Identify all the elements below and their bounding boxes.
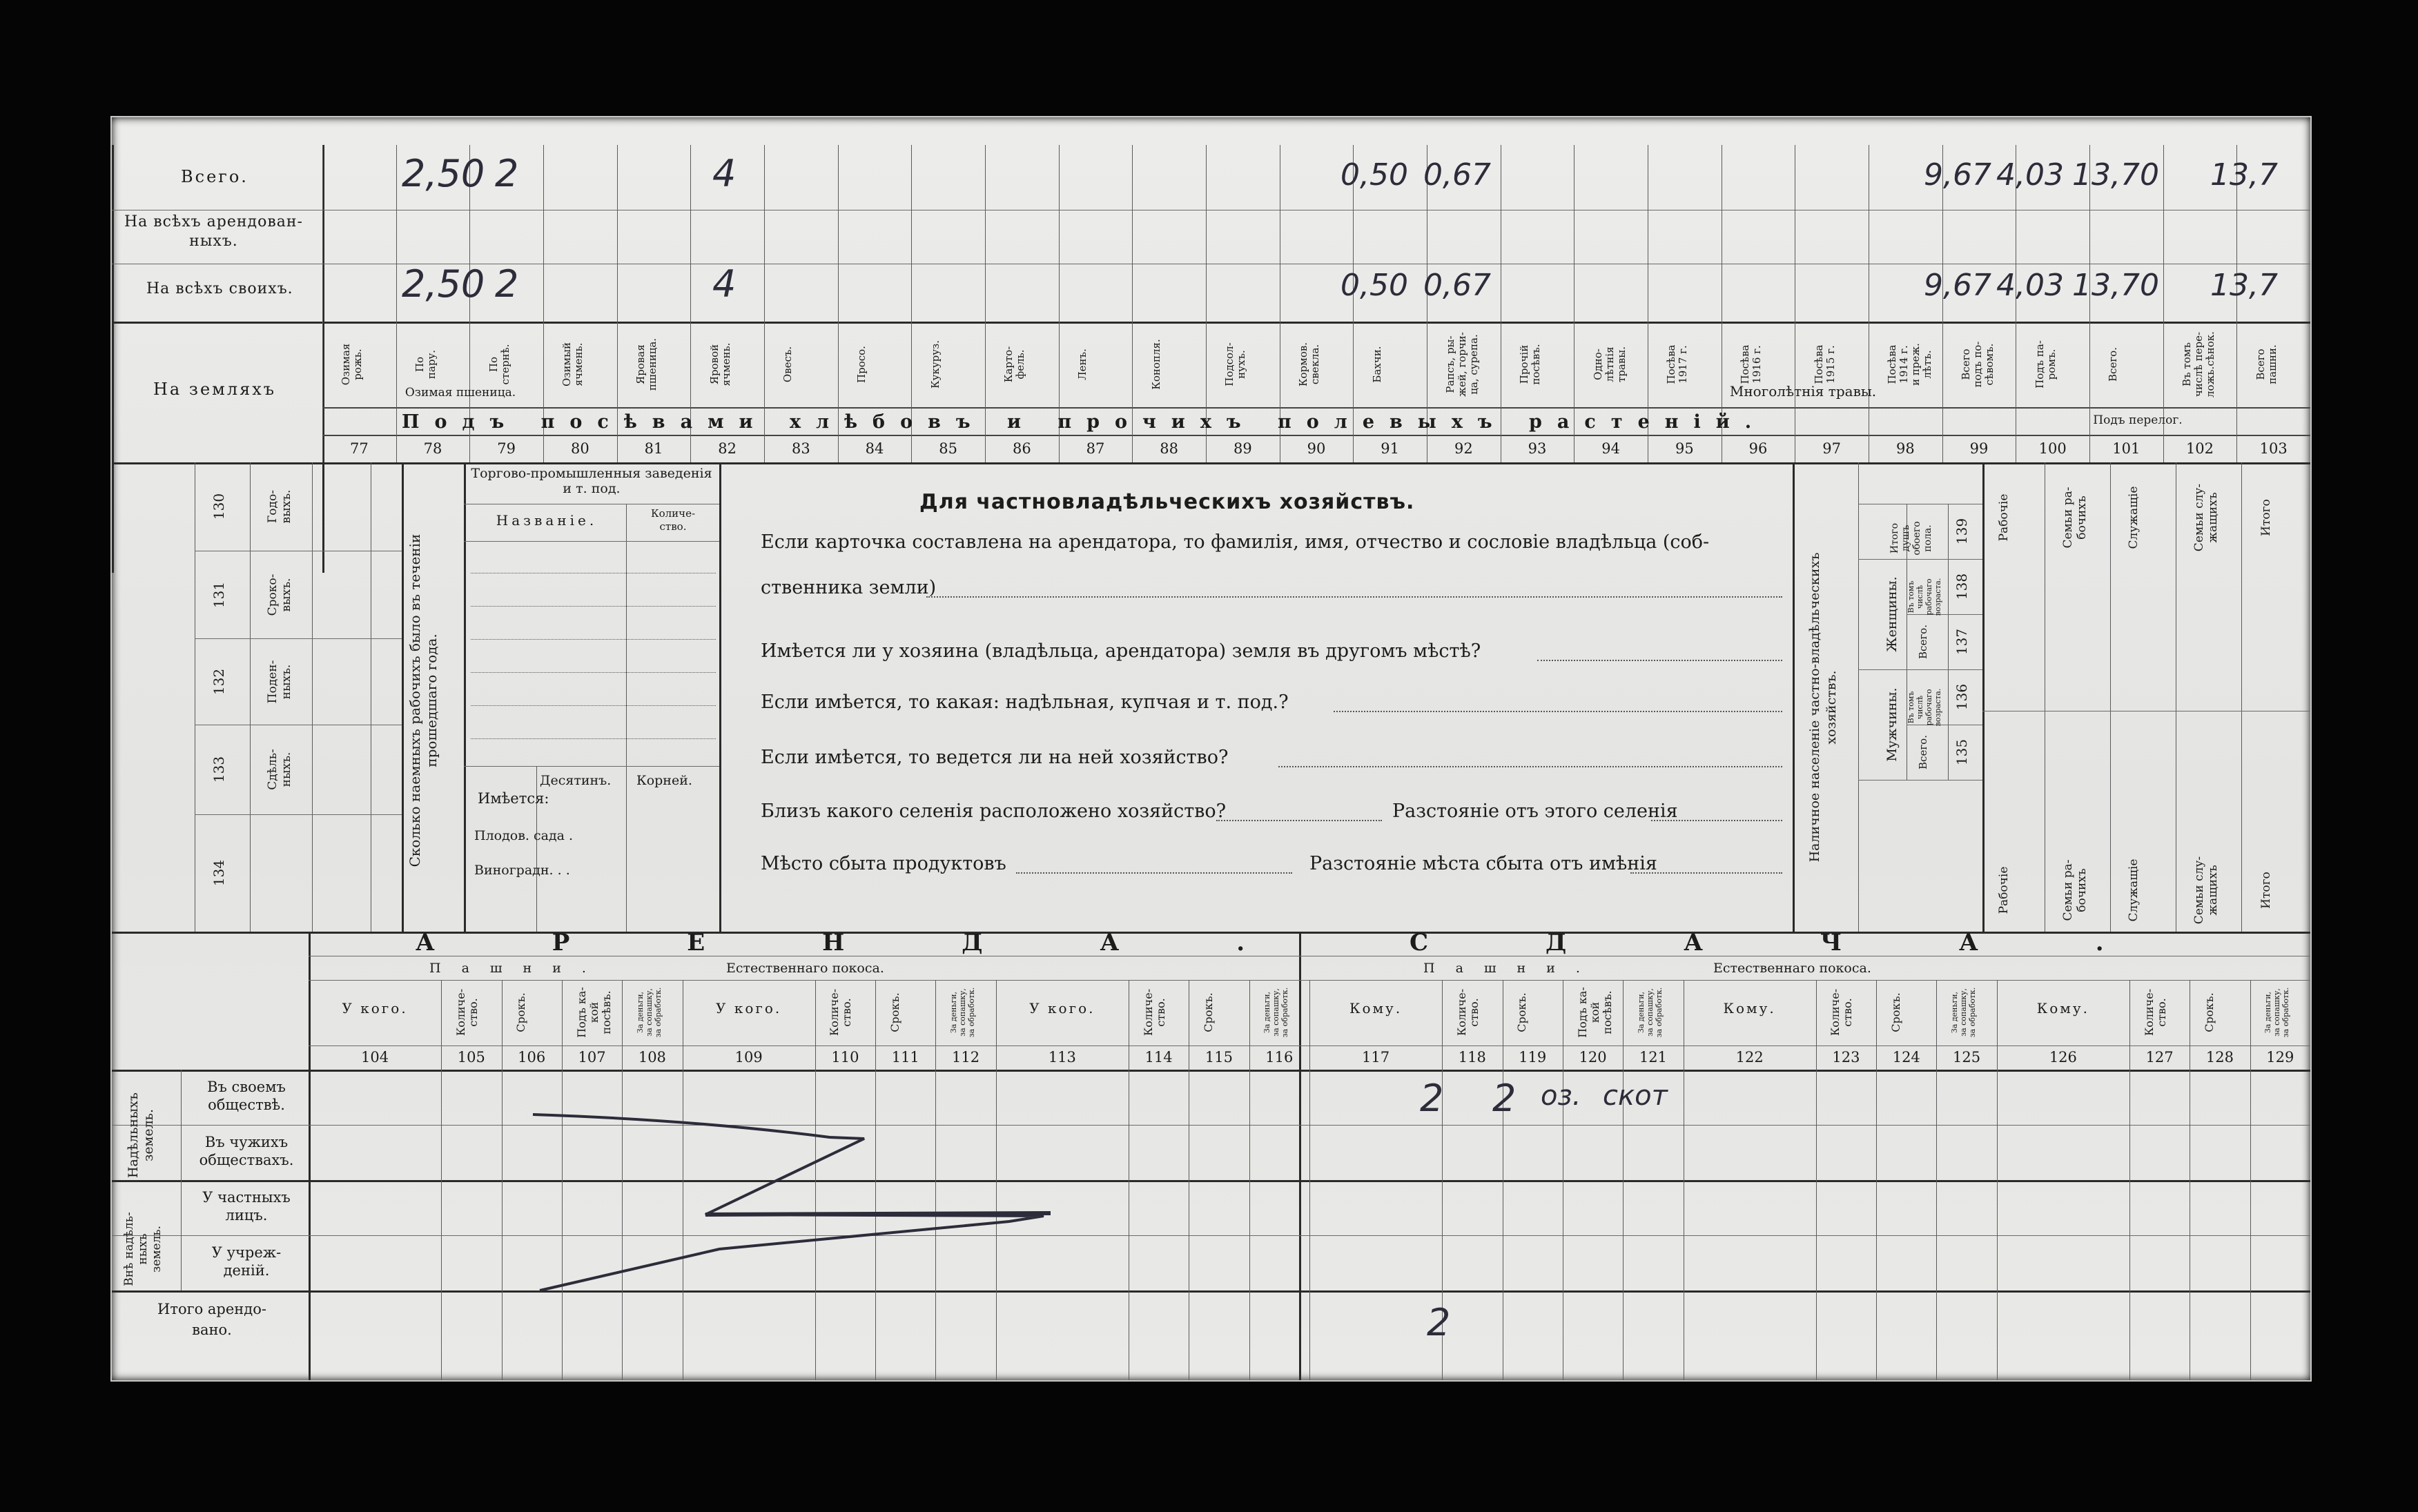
crop-header-100: Подъ па- ромъ. bbox=[2033, 340, 2058, 389]
crop-header-103: Всего пашни. bbox=[2254, 344, 2279, 384]
q6b: Разстояніе мѣста сбыта отъ имѣнія bbox=[1309, 853, 1657, 874]
crop-num-81: 81 bbox=[644, 440, 663, 457]
muzh-vsego: Всего. bbox=[1917, 735, 1929, 769]
arenda-header-123: Количе- ство. bbox=[1829, 988, 1855, 1037]
crop-num-95: 95 bbox=[1675, 440, 1694, 457]
crop-header-99: Всего подъ по- сѣвомъ. bbox=[1960, 341, 1996, 388]
crop-header-88: Конопля. bbox=[1149, 339, 1162, 390]
crop-num-85: 85 bbox=[939, 440, 958, 457]
arenda-header-128: Срокъ. bbox=[2202, 992, 2216, 1032]
arenda-num-112: 112 bbox=[952, 1049, 980, 1066]
sdacha-title: СДАЧА. bbox=[1410, 929, 2221, 956]
arenda-num-109: 109 bbox=[734, 1049, 763, 1066]
worker-type-132: Поден- ныхъ. bbox=[266, 660, 293, 703]
arenda-header-115: Срокъ. bbox=[1201, 992, 1215, 1032]
crop-header-102: Въ томъ числѣ пере- ложь.сѣнок. bbox=[2181, 331, 2216, 397]
arenda-num-122: 122 bbox=[1735, 1049, 1764, 1066]
hw-svoih-77: 2,50 bbox=[402, 262, 485, 306]
zhen-vsego: Всего. bbox=[1917, 625, 1929, 659]
hw-itogo118: 2 bbox=[1427, 1301, 1451, 1344]
hw-vsego-100: 4,03 bbox=[1996, 157, 2064, 193]
pen-strokes bbox=[112, 117, 2310, 1380]
crop-num-83: 83 bbox=[791, 440, 810, 457]
worker-num-133: 133 bbox=[211, 756, 227, 783]
nazvanie-label: Названіе. bbox=[496, 512, 598, 529]
arenda-num-111: 111 bbox=[891, 1049, 919, 1066]
zhen-label: Женщины. bbox=[1884, 576, 1900, 652]
arenda-header-118: Количе- ство. bbox=[1454, 988, 1481, 1037]
arenda-num-110: 110 bbox=[831, 1049, 859, 1066]
arenda-num-129: 129 bbox=[2266, 1049, 2294, 1066]
q3: Если имѣется, то какая: надѣльная, купчая и т. под.? bbox=[761, 691, 1289, 713]
crop-num-82: 82 bbox=[718, 440, 737, 457]
torg-title: Торгово-промышленныя заведенія и т. под. bbox=[471, 466, 712, 496]
arenda-header-119: Срокъ. bbox=[1515, 992, 1529, 1032]
row-svoem: Въ своемъ обществѣ. bbox=[207, 1079, 286, 1113]
sdacha-pashni: Пашни. bbox=[1423, 961, 1601, 976]
pop-col-bottom-4: Итого bbox=[2259, 872, 2273, 909]
itogo-dush-label: Итого душъ обоего пола. bbox=[1889, 521, 1933, 556]
crop-num-88: 88 bbox=[1160, 440, 1179, 457]
crop-header-83: Овесъ. bbox=[781, 346, 794, 383]
arenda-header-110: Количе- ство. bbox=[828, 988, 854, 1037]
hw-c120: оз. bbox=[1541, 1080, 1581, 1112]
q2: Имѣется ли у хозяина (владѣльца, арендатора) земля въ другомъ мѣстѣ? bbox=[761, 640, 1481, 662]
crop-header-79: По стернѣ. bbox=[487, 344, 511, 385]
hw-vsego-77: 2,50 bbox=[402, 152, 485, 195]
arenda-header-125: За деньги, за сопашку, за обработк. bbox=[1950, 987, 1978, 1038]
crop-header-77: Озимая рожь. bbox=[340, 343, 364, 386]
arenda-header-114: Количе- ство. bbox=[1141, 988, 1167, 1037]
arenda-header-124: Срокъ. bbox=[1889, 992, 1902, 1032]
arenda-header-112: За деньги, за сопашку, за обработк. bbox=[949, 987, 977, 1038]
private-title: Для частновладѣльческихъ хозяйствъ. bbox=[919, 490, 1415, 514]
crop-header-97: Посѣва 1915 г. bbox=[1812, 344, 1837, 384]
pop-col-bottom-2: Служащіе bbox=[2126, 858, 2141, 922]
pop-num-139: 139 bbox=[1953, 518, 1970, 545]
hw-vsego-99: 9,67 bbox=[1924, 157, 1991, 193]
korney-label: Корней. bbox=[636, 773, 692, 788]
arenda-header-126: Кому. bbox=[2036, 1000, 2089, 1017]
crop-header-95: Посѣва 1917 г. bbox=[1665, 344, 1690, 384]
skolko-label: Сколько наемныхъ рабочихъ было въ теченіи прошедшаго года. bbox=[407, 533, 440, 867]
worker-type-133: Сдѣль- ныхъ. bbox=[266, 749, 293, 790]
ozimaya-pshenitsa-label: Озимая пшеница. bbox=[404, 386, 516, 400]
crop-header-84: Просо. bbox=[855, 346, 868, 383]
crop-num-102: 102 bbox=[2185, 440, 2214, 457]
arenda-header-117: Кому. bbox=[1349, 1000, 1403, 1017]
arenda-num-114: 114 bbox=[1144, 1049, 1173, 1066]
crop-num-87: 87 bbox=[1086, 440, 1105, 457]
hw-vsego-103: 13,7 bbox=[2210, 157, 2278, 193]
arenda-header-121: За деньги, за сопашку, за обработк. bbox=[1636, 987, 1664, 1038]
q1a: Если карточка составлена на арендатора, то фамилія, имя, отчество и сословіе владѣльца (соб- bbox=[761, 531, 1710, 553]
row-itogo: Итого арендо- вано. bbox=[157, 1301, 266, 1338]
arenda-header-129: За деньги, за сопашку, за обработк. bbox=[2263, 987, 2291, 1038]
crop-num-77: 77 bbox=[349, 440, 369, 457]
arenda-header-104: У кого. bbox=[342, 1000, 408, 1017]
q6a: Мѣсто сбыта продуктовъ bbox=[761, 853, 1006, 874]
crop-num-100: 100 bbox=[2038, 440, 2067, 457]
row-chastnyh: У частныхъ лицъ. bbox=[202, 1189, 291, 1224]
muzh-v-tom: Въ томъ числѣ рабочаго возраста. bbox=[1907, 688, 1942, 727]
crop-num-79: 79 bbox=[497, 440, 516, 457]
crop-num-86: 86 bbox=[1012, 440, 1031, 457]
arenda-pashni: Пашни. bbox=[429, 961, 607, 976]
crop-header-92: Рапсъ, ры- жей, горчи- ца, сурепа. bbox=[1444, 332, 1481, 397]
crop-num-101: 101 bbox=[2112, 440, 2141, 457]
hw-c119: 2 bbox=[1492, 1077, 1517, 1120]
arenda-num-124: 124 bbox=[1892, 1049, 1920, 1066]
arenda-header-122: Кому. bbox=[1723, 1000, 1776, 1017]
arenda-header-109: У кого. bbox=[716, 1000, 782, 1017]
arenda-header-127: Количе- ство. bbox=[2142, 988, 2168, 1037]
crop-num-78: 78 bbox=[423, 440, 442, 457]
crop-num-94: 94 bbox=[1601, 440, 1621, 457]
arenda-header-120: Подъ ка- кой посѣвъ. bbox=[1575, 987, 1614, 1038]
arenda-num-120: 120 bbox=[1579, 1049, 1607, 1066]
crop-num-92: 92 bbox=[1454, 440, 1473, 457]
crop-header-96: Посѣва 1916 г. bbox=[1739, 344, 1763, 384]
crop-header-93: Прочій посѣвъ. bbox=[1518, 344, 1542, 385]
row-label-arend: На всѣхъ арендован- ныхъ. bbox=[124, 213, 303, 250]
crop-header-81: Яровая пшеница. bbox=[634, 337, 659, 391]
pop-col-top-2: Служащіе bbox=[2126, 486, 2141, 549]
arenda-num-118: 118 bbox=[1458, 1049, 1486, 1066]
crop-header-85: Кукуруз. bbox=[928, 340, 942, 389]
arenda-num-121: 121 bbox=[1639, 1049, 1667, 1066]
worker-type-131: Сроко- выхъ. bbox=[266, 573, 293, 616]
pop-col-top-4: Итого bbox=[2259, 499, 2273, 536]
hw-c121: скот bbox=[1603, 1080, 1668, 1112]
crop-num-99: 99 bbox=[1969, 440, 1989, 457]
crop-num-89: 89 bbox=[1233, 440, 1252, 457]
hw-vsego-91: 0,50 bbox=[1340, 157, 1408, 193]
row-label-vsego: Всего. bbox=[181, 167, 248, 186]
q4: Если имѣется, то ведется ли на ней хозяйство? bbox=[761, 747, 1229, 768]
mnogoletnie-label: Многолѣтнія травы. bbox=[1729, 383, 1877, 400]
crop-header-98: Посѣва 1914 г. и преж. лѣтъ. bbox=[1886, 343, 1934, 386]
hw-svoih-103: 13,7 bbox=[2210, 268, 2278, 303]
plodov-label: Плодов. сада . bbox=[474, 828, 574, 843]
arenda-num-117: 117 bbox=[1362, 1049, 1390, 1066]
q1b: ственника земли) bbox=[761, 577, 937, 598]
vinograd-label: Виноградн. . . bbox=[474, 863, 570, 878]
arenda-num-126: 126 bbox=[2049, 1049, 2077, 1066]
crop-num-103: 103 bbox=[2259, 440, 2288, 457]
row-chuzhih: Въ чужихъ обществахъ. bbox=[199, 1134, 294, 1168]
arenda-header-111: Срокъ. bbox=[888, 992, 901, 1032]
crop-num-90: 90 bbox=[1307, 440, 1326, 457]
arenda-num-123: 123 bbox=[1832, 1049, 1860, 1066]
crop-header-101: Всего. bbox=[2107, 347, 2120, 382]
worker-type-130: Годо- выхъ. bbox=[266, 489, 293, 524]
vne-label: Внѣ надѣль- ныхъ земель. bbox=[122, 1212, 164, 1286]
crop-header-80: Озимый ячмень. bbox=[560, 342, 585, 387]
crop-num-98: 98 bbox=[1895, 440, 1915, 457]
arenda-num-127: 127 bbox=[2145, 1049, 2174, 1066]
crop-header-82: Яровой ячмень. bbox=[708, 342, 732, 386]
crop-header-86: Карто- фель. bbox=[1002, 346, 1027, 383]
arenda-header-105: Количе- ство. bbox=[454, 988, 480, 1037]
crop-num-80: 80 bbox=[570, 440, 589, 457]
hw-vsego-78: 2 bbox=[495, 152, 519, 195]
arenda-num-108: 108 bbox=[638, 1049, 666, 1066]
hw-svoih-101: 13,70 bbox=[2072, 268, 2159, 303]
arenda-num-107: 107 bbox=[578, 1049, 606, 1066]
nalichnoe-label: Наличное населеніе частно-владѣльческихъ хозяйствъ. bbox=[1807, 552, 1839, 863]
hw-svoih-82: 4 bbox=[712, 262, 737, 306]
kolichestvo-label: Количе- ство. bbox=[650, 507, 696, 533]
pop-num-136: 136 bbox=[1953, 683, 1970, 711]
hw-svoih-91: 0,50 bbox=[1340, 268, 1408, 303]
q5b: Разстояніе отъ этого селенія bbox=[1392, 801, 1678, 822]
hw-vsego-82: 4 bbox=[712, 152, 737, 195]
worker-num-132: 132 bbox=[211, 668, 227, 695]
crop-num-97: 97 bbox=[1822, 440, 1842, 457]
arenda-num-128: 128 bbox=[2205, 1049, 2234, 1066]
hw-svoih-99: 9,67 bbox=[1924, 268, 1991, 303]
nadel-label: Надѣльныхъ земель. bbox=[126, 1092, 156, 1179]
row-uchrezh: У учреж- деній. bbox=[211, 1244, 282, 1279]
arenda-num-115: 115 bbox=[1205, 1049, 1234, 1066]
worker-num-130: 130 bbox=[211, 493, 227, 520]
arenda-header-113: У кого. bbox=[1029, 1000, 1095, 1017]
row-label-svoih: На всѣхъ своихъ. bbox=[146, 280, 293, 297]
hw-vsego-92: 0,67 bbox=[1423, 157, 1491, 193]
crop-header-90: Кормов. свекла. bbox=[1297, 342, 1321, 387]
arenda-num-113: 113 bbox=[1048, 1049, 1076, 1066]
arenda-title: АРЕНДА. bbox=[416, 929, 1363, 956]
crop-num-91: 91 bbox=[1381, 440, 1400, 457]
crop-header-87: Ленъ. bbox=[1076, 348, 1089, 380]
arenda-pokos: Естественнаго покоса. bbox=[726, 961, 884, 976]
desyatin-label: Десятинъ. bbox=[540, 773, 612, 788]
q5a: Близъ какого селенія расположено хозяйство? bbox=[761, 801, 1227, 822]
pop-col-top-1: Семьи ра- бочихъ bbox=[2060, 487, 2089, 549]
hw-svoih-100: 4,03 bbox=[1996, 268, 2064, 303]
pop-num-135: 135 bbox=[1953, 738, 1970, 766]
crop-num-93: 93 bbox=[1528, 440, 1547, 457]
crop-num-84: 84 bbox=[865, 440, 884, 457]
worker-num-134: 134 bbox=[211, 859, 227, 887]
hw-svoih-92: 0,67 bbox=[1423, 268, 1491, 303]
sdacha-pokos: Естественнаго покоса. bbox=[1713, 961, 1871, 976]
pop-num-138: 138 bbox=[1953, 573, 1970, 600]
arenda-header-106: Срокъ. bbox=[514, 992, 528, 1032]
pop-col-bottom-1: Семьи ра- бочихъ bbox=[2060, 859, 2089, 921]
crop-header-91: Бахчи. bbox=[1370, 346, 1383, 383]
worker-num-131: 131 bbox=[211, 581, 227, 608]
hw-c118: 2 bbox=[1420, 1077, 1444, 1120]
crop-header-89: Подсол- нухъ. bbox=[1223, 342, 1248, 386]
muzh-label: Мужчины. bbox=[1884, 687, 1900, 762]
row-label-na-zemlyah: На земляхъ bbox=[153, 380, 277, 399]
crop-header-78: По пару. bbox=[413, 349, 438, 380]
imeetsya-label: Имѣется: bbox=[478, 790, 549, 807]
pop-col-top-0: Рабочіе bbox=[1997, 493, 2011, 542]
arenda-num-125: 125 bbox=[1953, 1049, 1981, 1066]
arenda-num-119: 119 bbox=[1519, 1049, 1547, 1066]
crop-header-94: Одно- лѣтнія травы. bbox=[1591, 346, 1628, 382]
hw-vsego-101: 13,70 bbox=[2072, 157, 2159, 193]
arenda-num-105: 105 bbox=[457, 1049, 485, 1066]
pop-col-bottom-3: Семьи слу- жащихъ bbox=[2192, 856, 2220, 925]
arenda-num-106: 106 bbox=[518, 1049, 546, 1066]
pop-col-top-3: Семьи слу- жащихъ bbox=[2192, 483, 2220, 552]
hw-svoih-78: 2 bbox=[495, 262, 519, 306]
pop-col-bottom-0: Рабочіе bbox=[1997, 866, 2011, 914]
posev-band: Подъ посѣвами хлѣбовъ и прочихъ полевыхъ растеній. bbox=[402, 411, 1767, 433]
arenda-header-107: Подъ ка- кой посѣвъ. bbox=[574, 987, 613, 1038]
pop-num-137: 137 bbox=[1953, 628, 1970, 656]
arenda-num-104: 104 bbox=[361, 1049, 389, 1066]
crop-num-96: 96 bbox=[1748, 440, 1768, 457]
census-card bbox=[110, 116, 2312, 1382]
arenda-num-116: 116 bbox=[1265, 1049, 1294, 1066]
arenda-header-116: За деньги, за сопашку, за обработк. bbox=[1262, 987, 1290, 1038]
pod-pereg-label: Подъ перелог. bbox=[2093, 413, 2183, 427]
arenda-header-108: За деньги, за сопашку, за обработк. bbox=[635, 987, 663, 1038]
zhen-v-tom: Въ томъ числѣ рабочаго возраста. bbox=[1907, 578, 1942, 616]
